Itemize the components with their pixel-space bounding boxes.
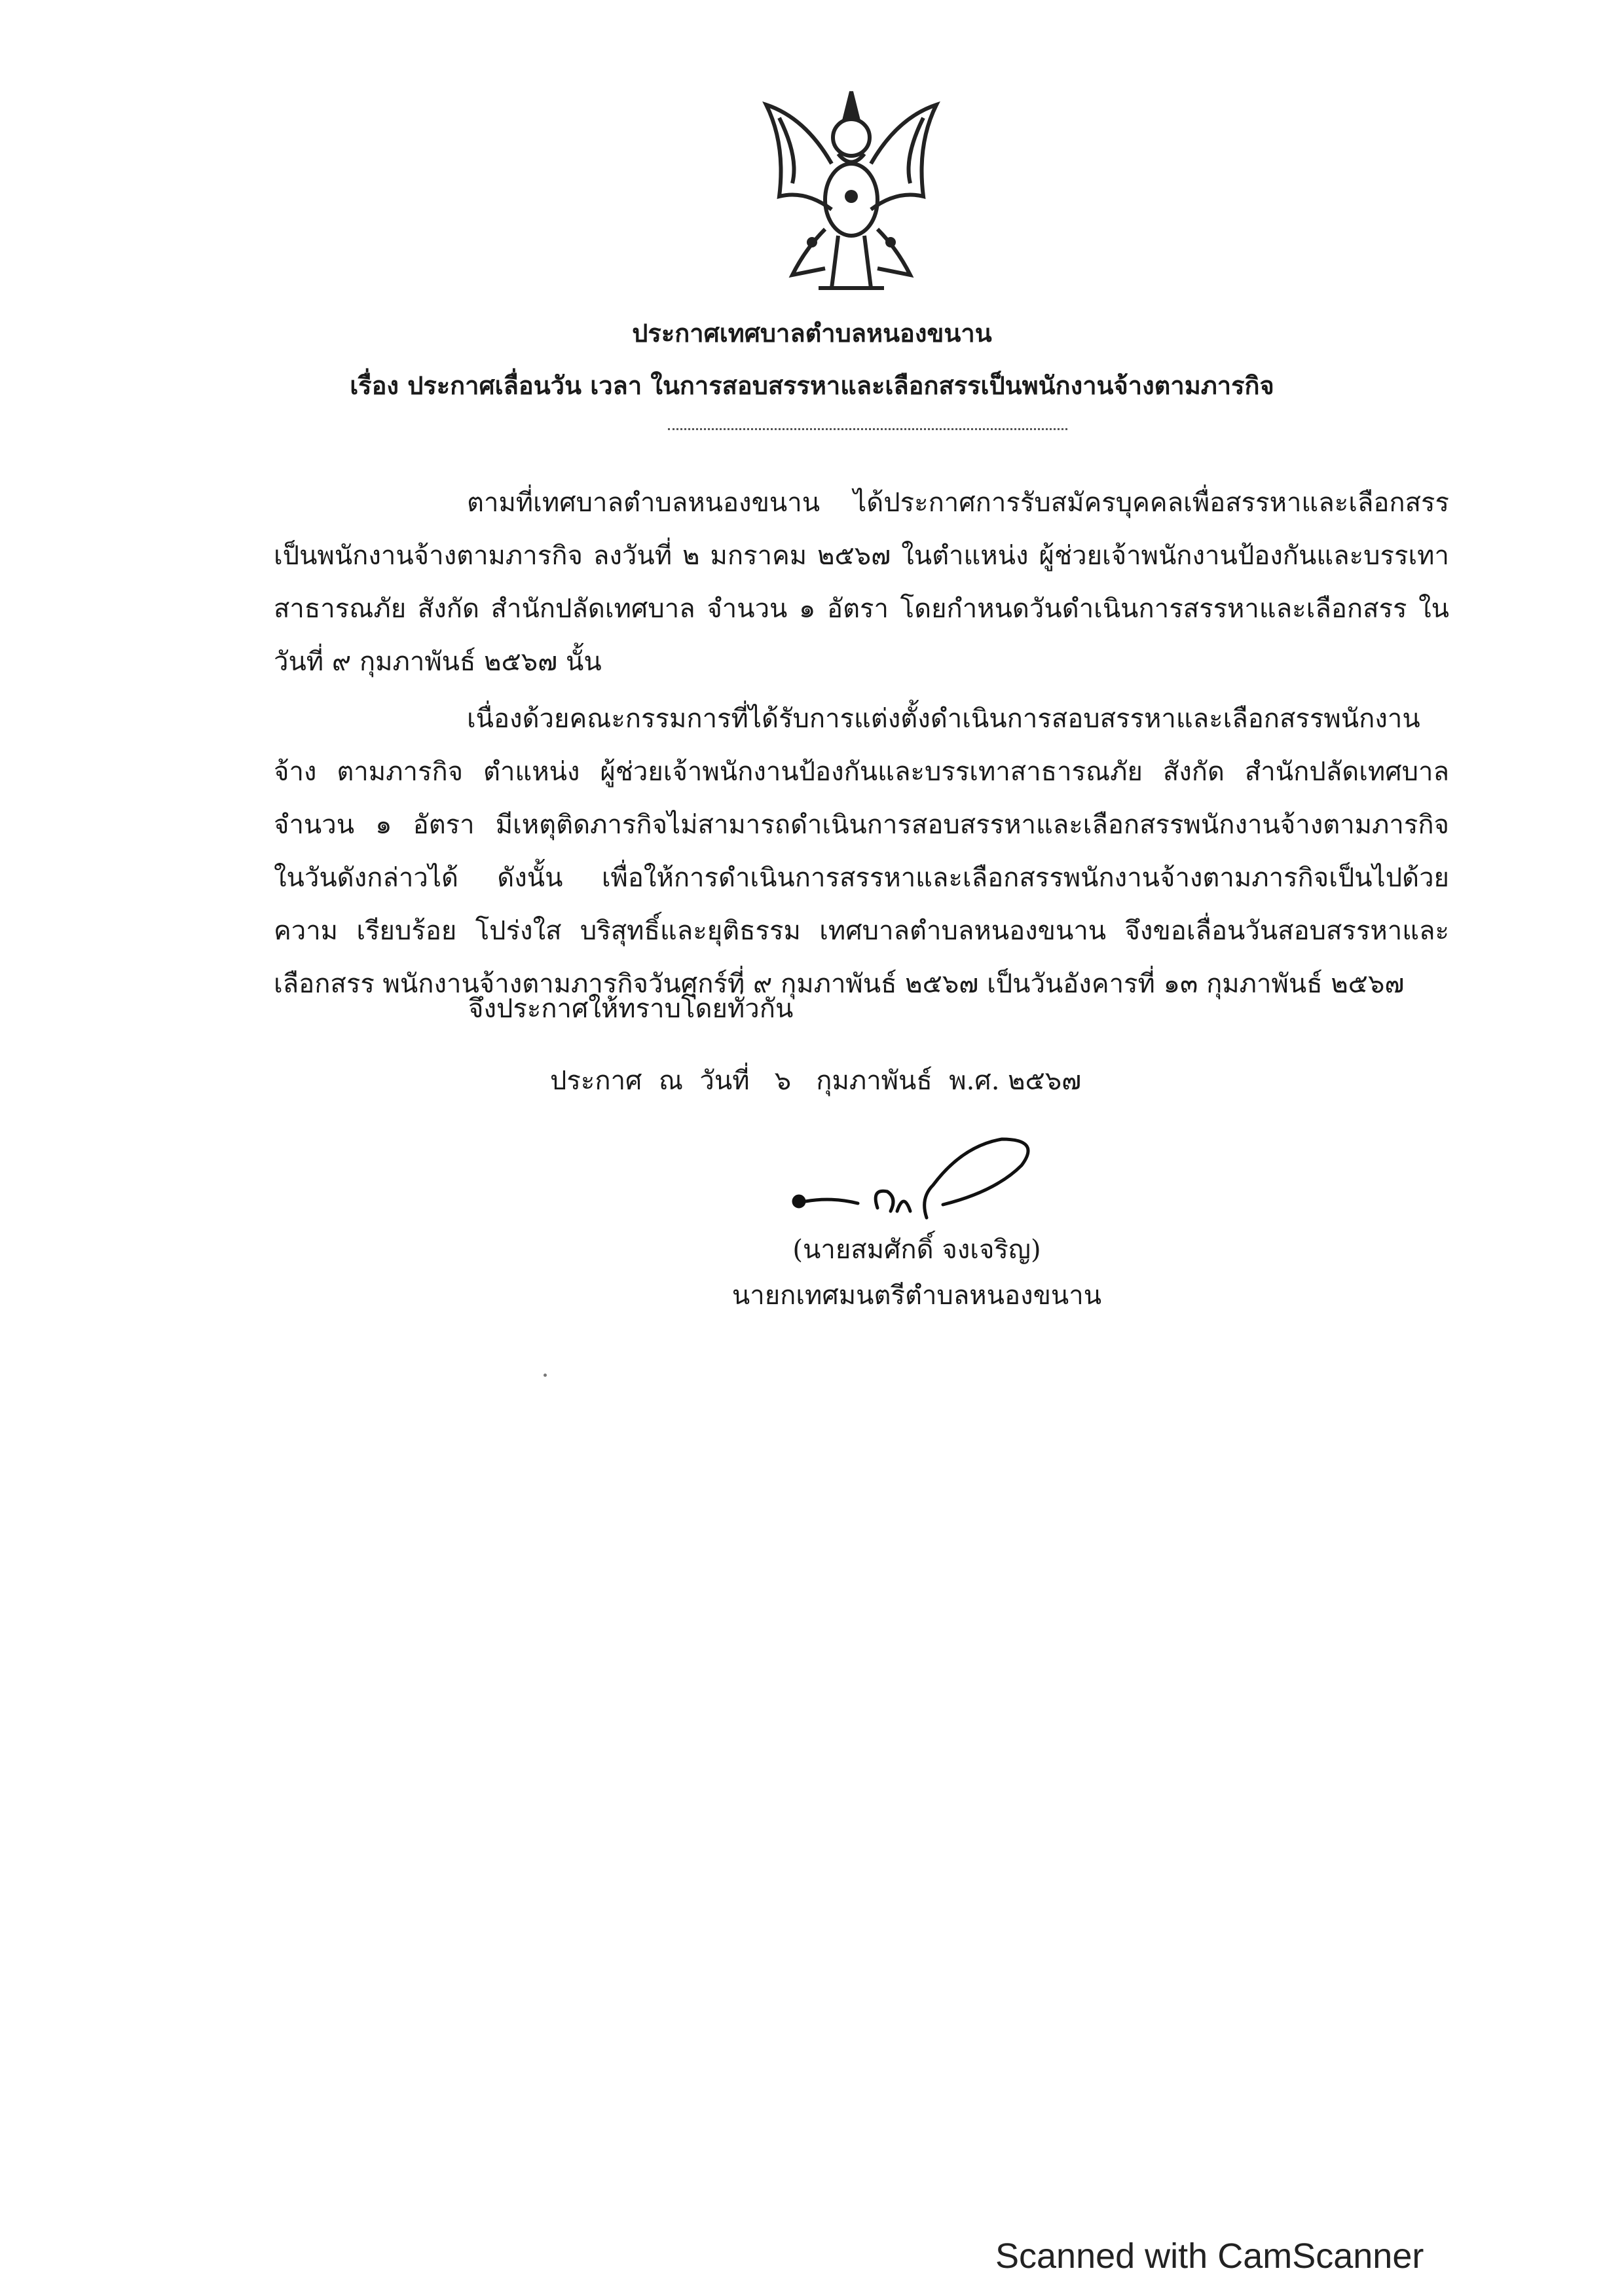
announcement-subject: เรื่อง ประกาศเลื่อนวัน เวลา ในการสอบสรรหาและเลือกสรรเป็นพนักงานจ้างตามภารกิจ: [350, 371, 1274, 400]
signatory-position: นายกเทศมนตรีตำบลหนองขนาน: [731, 1281, 1102, 1311]
closing-statement: จึงประกาศให้ทราบโดยทั่วกัน: [468, 994, 794, 1024]
garuda-emblem-icon: [740, 79, 963, 301]
body-paragraph-2: เนื่องด้วยคณะกรรมการที่ได้รับการแต่งตั้งดำเนินการสอบสรรหาและเลือกสรรพนักงานจ้าง ตามภารกิจ ตำแหน่ง ผู้ช่วยเจ้าพนักงานป้องกันและบรรเทาสาธารณภัย สังกัด สำนักปลัดเทศบาล จำนวน ๑ อัตรา มีเหตุติดภารกิจไม่สามารถดำเนินการสอบสรรหาและเลือกสรรพนักงานจ้างตามภารกิจ ในวันดังกล่าวได้ ดังนั้น เพื่อให้การดำเนินการสรรหาและเลือกสรรพนักงานจ้างตามภารกิจเป็นไปด้วยความ เรียบร้อย โปร่งใส บริสุทธิ์และยุติธรรม เทศบาลตำบลหนองขนาน จึงขอเลื่อนวันสอบสรรหาและเลือกสรร พนักงานจ้างตามภารกิจวันศุกร์ที่ ๙ กุมภาพันธ์ ๒๕๖๗ เป็นวันอังคารที่ ๑๓ กุมภาพันธ์ ๒๕๖๗: [274, 704, 1449, 999]
announcement-title: ประกาศเทศบาลตำบลหนองขนาน: [632, 318, 992, 348]
announcement-date: ประกาศ ณ วันที่ ๖ กุมภาพันธ์ พ.ศ. ๒๕๖๗: [550, 1066, 1082, 1096]
body-paragraph-1: ตามที่เทศบาลตำบลหนองขนาน ได้ประกาศการรับสมัครบุคคลเพื่อสรรหาและเลือกสรร เป็นพนักงานจ้างตามภารกิจ ลงวันที่ ๒ มกราคม ๒๕๖๗ ในตำแหน่ง ผู้ช่วยเจ้าพนักงานป้องกันและบรรเทา สาธารณภัย สังกัด สำนักปลัดเทศบาล จำนวน ๑ อัตรา โดยกำหนดวันดำเนินการสรรหาและเลือกสรร ในวันที่ ๙ กุมภาพันธ์ ๒๕๖๗ นั้น: [274, 488, 1449, 677]
camscanner-watermark: Scanned with CamScanner: [995, 2236, 1424, 2276]
dotted-divider: [668, 428, 1067, 430]
handwritten-signature: [779, 1126, 1054, 1237]
scan-speck: [544, 1374, 547, 1377]
signatory-name: (นายสมศักดิ์ จงเจริญ): [792, 1235, 1041, 1265]
